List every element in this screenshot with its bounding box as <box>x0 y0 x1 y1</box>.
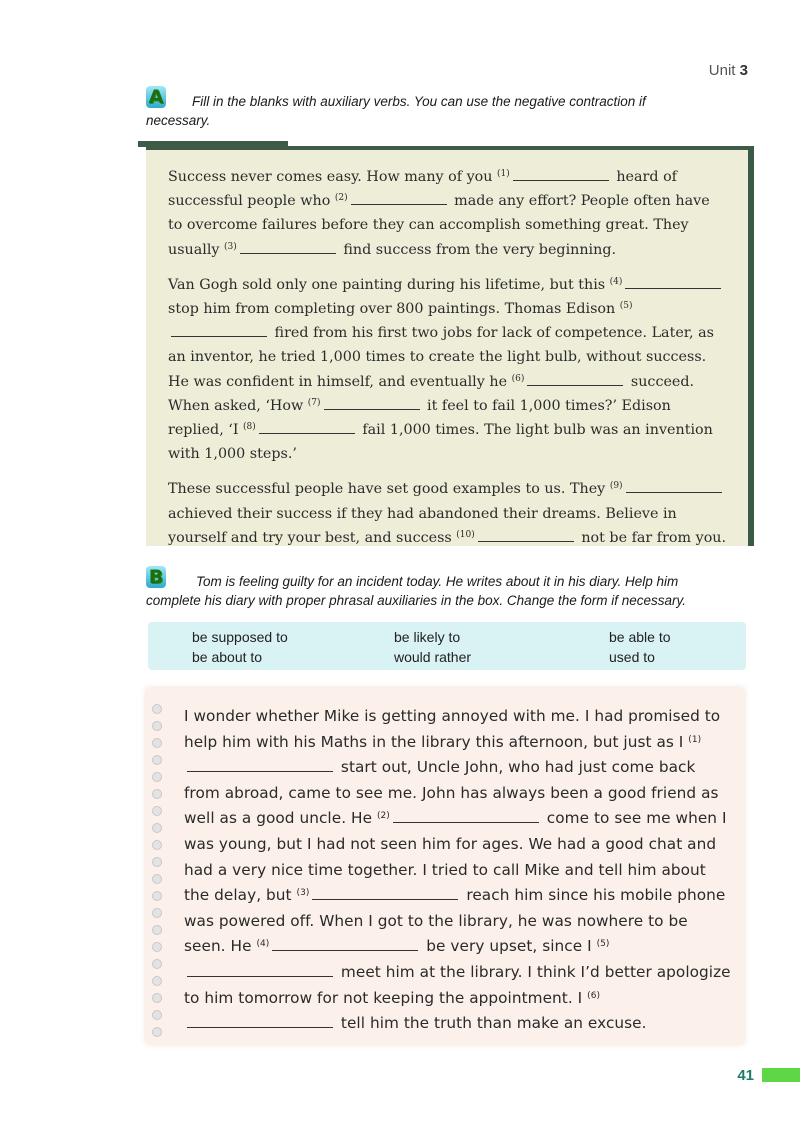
hole-icon <box>152 891 162 901</box>
blank-number: (4) <box>609 276 623 287</box>
passage-text: it feel to fail 1,000 times?’ Edison replied, ‘I <box>168 397 671 439</box>
diary-sentence: start out, Uncle John, who had just come back from abroad, came to see me. John has always been a good friend as well as a good uncle. He <box>184 758 719 828</box>
hole-icon <box>152 840 162 850</box>
blank-4[interactable] <box>625 275 721 289</box>
passage-paragraph-3 <box>168 477 728 550</box>
passage-paragraph-2 <box>168 273 728 467</box>
diary-sentence: I wonder whether Mike is getting annoyed with me. I had promised to help him with his Maths in the library this afternoon, but just as I <box>184 707 721 751</box>
blank-7[interactable] <box>324 396 420 410</box>
page-number-bar <box>762 1068 800 1082</box>
notebook-holes <box>152 704 164 1034</box>
passage-text: heard of successful people who <box>168 169 677 210</box>
blank-number: (5) <box>619 301 633 312</box>
unit-text: Unit <box>708 62 736 79</box>
blank-number: (8) <box>243 422 256 433</box>
blank-number: (2) <box>376 811 390 822</box>
blank-3[interactable] <box>240 240 336 254</box>
passage-text: stop him from completing over 800 paintings. Thomas Edison <box>168 301 616 318</box>
word-option: would rather <box>394 649 472 665</box>
diary-blank-4[interactable] <box>272 937 418 951</box>
passage-text: made any effort? People often have to overcome failures before they can accomplish something great. They usually <box>168 193 710 258</box>
blank-1[interactable] <box>513 167 609 181</box>
hole-icon <box>152 806 162 816</box>
hole-icon <box>152 755 162 765</box>
passage-paragraph-1 <box>168 165 728 262</box>
blank-8[interactable] <box>259 420 355 434</box>
hole-icon <box>152 874 162 884</box>
blank-number: (2) <box>334 193 348 204</box>
hole-icon <box>152 721 162 731</box>
diary-text <box>184 704 734 1037</box>
diary-blank-6[interactable] <box>187 1014 333 1028</box>
section-a-instruction-line2: necessary. <box>146 113 211 128</box>
unit-label <box>709 62 748 79</box>
hole-icon <box>152 1027 162 1037</box>
passage-text: Van Gogh sold only one painting during his lifetime, but this <box>168 276 606 293</box>
hole-icon <box>152 823 162 833</box>
blank-number: (4) <box>256 939 270 950</box>
diary-blank-5[interactable] <box>187 963 333 977</box>
blank-2[interactable] <box>351 191 447 205</box>
passage-text: These successful people have set good examples to us. They <box>168 481 606 498</box>
blank-number: (1) <box>688 734 702 745</box>
diary-sentence: meet him at the library. I think I’d better apologize to him tomorrow for not keeping the appointment. I <box>184 962 731 1007</box>
word-option: used to <box>609 649 655 665</box>
diary-blank-2[interactable] <box>393 809 539 823</box>
hole-icon <box>152 1010 162 1020</box>
section-a-badge: A <box>146 86 166 108</box>
diary-sentence: tell him the truth than make an excuse. <box>340 1014 647 1033</box>
passage-text: fired from his first two jobs for lack of competence. Later, as an inventor, he tried 1,000 times to create the light bulb, without success. He was confident in himself, and eventually he <box>168 325 715 390</box>
page-number: 41 <box>737 1067 754 1084</box>
diary-sentence: reach him since his mobile phone was powered off. When I got to the library, he was nowhere to be seen. He <box>184 886 726 956</box>
hole-icon <box>152 942 162 952</box>
blank-number: (3) <box>296 888 310 899</box>
blank-5[interactable] <box>171 323 267 337</box>
diary-sentence: come to see me when I was young, but I had not seen him for ages. We had a good chat and had a very nice time together. I tried to call Mike and tell him about the delay, but <box>184 809 727 905</box>
section-a-instruction-line1: Fill in the blanks with auxiliary verbs. You can use the negative contraction if <box>192 94 646 109</box>
hole-icon <box>152 772 162 782</box>
hole-icon <box>152 976 162 986</box>
blank-number: (6) <box>587 990 601 1001</box>
diary-blank-3[interactable] <box>312 886 458 900</box>
passage-text: find success from the very beginning. <box>343 241 617 258</box>
hole-icon <box>152 789 162 799</box>
blank-10[interactable] <box>478 528 574 542</box>
passage-text: fail 1,000 times. The light bulb was an invention with 1,000 steps.’ <box>168 422 713 463</box>
passage-text: Success never comes easy. How many of you <box>168 169 493 185</box>
passage-text: achieved their success if they had abandoned their dreams. Believe in yourself and try your best, and success <box>168 505 677 546</box>
blank-number: (1) <box>497 169 510 179</box>
hole-icon <box>152 857 162 867</box>
passage-text: succeed. When asked, ‘How <box>168 373 695 414</box>
section-b-instruction-line2: complete his diary with proper phrasal auxiliaries in the box. Change the form if necessary. <box>146 593 687 608</box>
hole-icon <box>152 993 162 1003</box>
word-option: be likely to <box>394 629 461 645</box>
blank-number: (5) <box>596 939 610 950</box>
blank-number: (9) <box>609 481 623 492</box>
blank-number: (6) <box>511 373 525 384</box>
hole-icon <box>152 959 162 969</box>
hole-icon <box>152 925 162 935</box>
blank-number: (10) <box>456 529 475 540</box>
word-box <box>148 622 746 670</box>
passage-text: not be far from you. <box>581 529 727 546</box>
diary-blank-1[interactable] <box>187 758 333 772</box>
word-option: be able to <box>609 629 671 645</box>
blank-number: (7) <box>307 397 321 408</box>
blank-6[interactable] <box>527 372 623 386</box>
hole-icon <box>152 738 162 748</box>
word-option: be supposed to <box>192 629 288 645</box>
hole-icon <box>152 704 162 714</box>
blank-9[interactable] <box>626 479 722 493</box>
word-option: be about to <box>192 649 263 665</box>
hole-icon <box>152 908 162 918</box>
blank-number: (3) <box>224 241 237 252</box>
section-a-passage <box>168 165 728 561</box>
diary-sentence: be very upset, since I <box>426 937 592 956</box>
unit-number: 3 <box>739 62 748 79</box>
section-b-badge: B <box>146 566 166 588</box>
section-b-instruction-line1: Tom is feeling guilty for an incident today. He writes about it in his diary. Help him <box>196 574 679 589</box>
